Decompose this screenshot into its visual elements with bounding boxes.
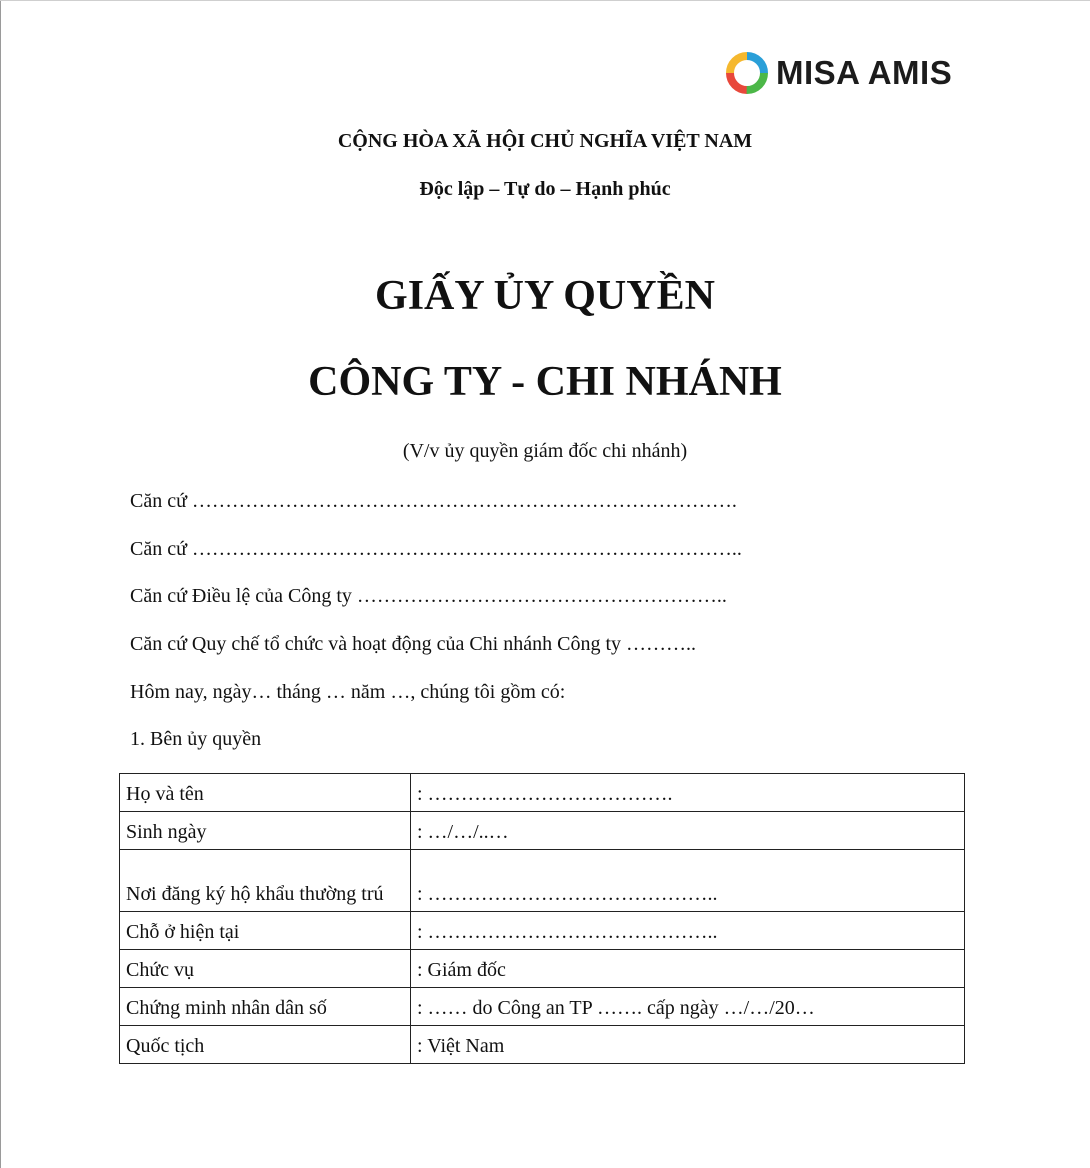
basis-charter-line: Căn cứ Điều lệ của Công ty ……………………………………………….. [130, 585, 727, 607]
table-row [120, 988, 965, 1026]
row-label: Quốc tịch [120, 1026, 411, 1064]
national-name: CỘNG HÒA XÃ HỘI CHỦ NGHĨA VIỆT NAM [337, 130, 753, 152]
row-label: Chứng minh nhân dân số [120, 988, 411, 1026]
misa-amis-logo-icon [724, 50, 770, 96]
row-value: : …… do Công an TP ……. cấp ngày …/…/20… [411, 988, 965, 1026]
table-row [120, 950, 965, 988]
row-label: Họ và tên [120, 774, 411, 812]
row-value: : …………………………………….. [411, 912, 965, 950]
table-row [120, 912, 965, 950]
section-heading-authorizer: 1. Bên ủy quyền [130, 728, 262, 750]
row-value: : ………………………………. [411, 774, 965, 812]
document-subtitle: (V/v ủy quyền giám đốc chi nhánh) [402, 440, 688, 462]
misa-amis-logo [724, 50, 952, 96]
page-border [0, 0, 1, 1168]
table-row [120, 1026, 965, 1064]
basis-regulation-line: Căn cứ Quy chế tổ chức và hoạt động của Chi nhánh Công ty ……….. [130, 633, 697, 655]
document-title-line2: CÔNG TY - CHI NHÁNH [308, 359, 782, 405]
table-row [120, 812, 965, 850]
row-label: Sinh ngày [120, 812, 411, 850]
basis-line: Căn cứ ……………………………………………………………………….. [130, 538, 742, 560]
row-label: Nơi đăng ký hộ khẩu thường trú [120, 850, 411, 912]
national-motto: Độc lập – Tự do – Hạnh phúc [419, 178, 671, 200]
authorizer-info-table [119, 773, 965, 1064]
document-title: GIẤY ỦY QUYỀN [375, 273, 715, 319]
row-label: Chỗ ở hiện tại [120, 912, 411, 950]
row-value: : Việt Nam [411, 1026, 965, 1064]
page-border-top [0, 0, 1090, 1]
logo-text: MISA AMIS [776, 54, 953, 91]
row-value: : …/…/..… [411, 812, 965, 850]
row-label: Chức vụ [120, 950, 411, 988]
table-row [120, 850, 965, 912]
row-value: : Giám đốc [411, 950, 965, 988]
table-row [120, 774, 965, 812]
date-line: Hôm nay, ngày… tháng … năm …, chúng tôi gồm có: [130, 681, 566, 703]
basis-line: Căn cứ ………………………………………………………………………. [130, 490, 737, 512]
row-value: : …………………………………….. [411, 850, 965, 912]
